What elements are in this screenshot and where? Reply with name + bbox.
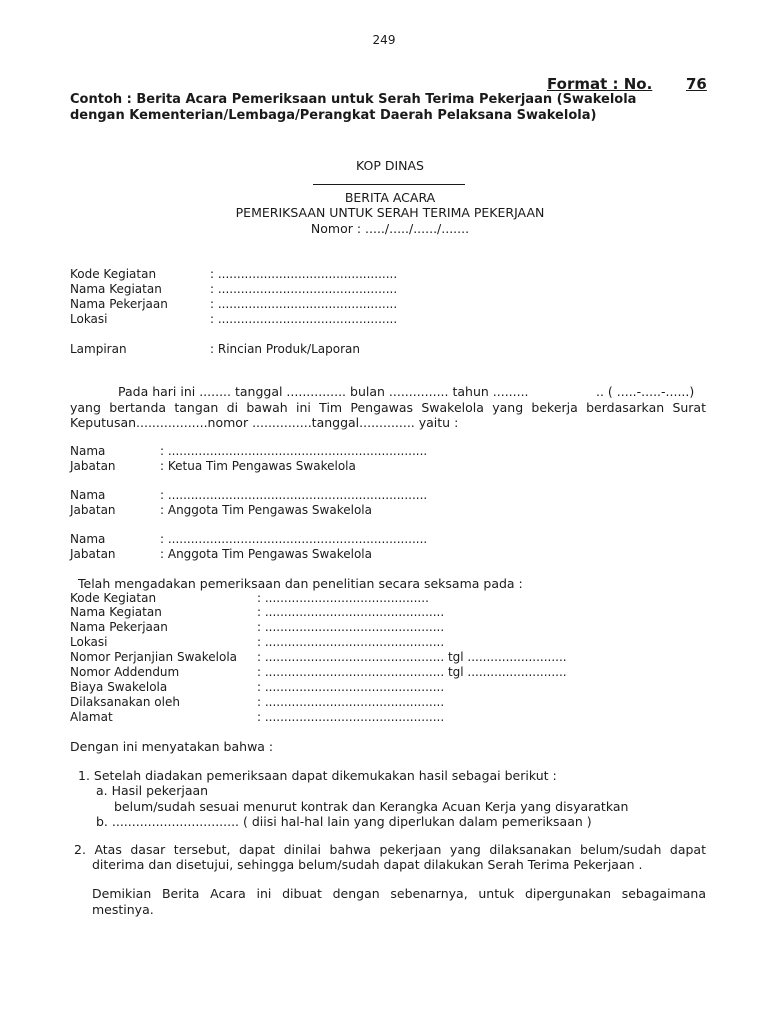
statement-item-1a-detail: belum/sudah sesuai menurut kontrak dan Kerangka Acuan Kerja yang disyaratkan bbox=[114, 799, 629, 814]
inspection-value: : ........................................... bbox=[257, 591, 429, 605]
inspection-label: Nama Kegiatan bbox=[70, 605, 162, 619]
intro-line-2: yang bertanda tangan di bawah ini Tim Pengawas Swakelola yang bekerja berdasarkan Surat bbox=[70, 400, 706, 415]
field-value: : ............................................... bbox=[210, 297, 398, 311]
format-number: 76 bbox=[686, 75, 707, 93]
intro-line-3: Keputusan..................nomor ...............tanggal.............. yaitu : bbox=[70, 415, 459, 430]
heading-pemeriksaan: PEMERIKSAAN UNTUK SERAH TERIMA PEKERJAAN bbox=[235, 205, 545, 220]
page-number: 249 bbox=[372, 33, 396, 47]
inspection-value: : ............................................... bbox=[257, 710, 445, 724]
document-title-line-2: dengan Kementerian/Lembaga/Perangkat Daerah Pelaksana Swakelola) bbox=[70, 108, 597, 123]
person-nama-label: Nama bbox=[70, 444, 106, 458]
field-label: Nama Pekerjaan bbox=[70, 297, 168, 311]
person-nama-value: : .................................................................... bbox=[160, 444, 428, 458]
field-value: : ............................................... bbox=[210, 267, 398, 281]
person-jabatan-value: : Anggota Tim Pengawas Swakelola bbox=[160, 547, 372, 561]
inspection-value: : ............................................... bbox=[257, 605, 445, 619]
person-jabatan-value: : Ketua Tim Pengawas Swakelola bbox=[160, 459, 356, 473]
inspection-label: Alamat bbox=[70, 710, 113, 724]
inspection-intro: Telah mengadakan pemeriksaan dan penelitian secara seksama pada : bbox=[78, 576, 523, 591]
person-nama-value: : .................................................................... bbox=[160, 488, 428, 502]
field-label: Kode Kegiatan bbox=[70, 267, 157, 281]
statement-item-1a: a. Hasil pekerjaan bbox=[96, 783, 209, 798]
person-nama-value: : .................................................................... bbox=[160, 532, 428, 546]
statement-item-2-line-1: 2. Atas dasar tersebut, dapat dinilai bahwa pekerjaan yang dilaksanakan belum/sudah dapat bbox=[74, 842, 706, 857]
person-jabatan-label: Jabatan bbox=[70, 503, 116, 517]
inspection-label: Kode Kegiatan bbox=[70, 591, 157, 605]
inspection-label: Dilaksanakan oleh bbox=[70, 695, 180, 709]
inspection-label: Lokasi bbox=[70, 635, 108, 649]
statement-item-1b: b. ................................ ( diisi hal-hal lain yang diperlukan dalam pemeriksaan ) bbox=[96, 814, 592, 829]
inspection-value: : ............................................... tgl .......................... bbox=[257, 650, 567, 664]
inspection-value: : ............................................... bbox=[257, 620, 445, 634]
inspection-value: : ............................................... bbox=[257, 635, 445, 649]
inspection-value: : ............................................... tgl .......................... bbox=[257, 665, 567, 679]
intro-line-1: Pada hari ini ........ tanggal ............... bulan ............... tahun ......... bbox=[118, 384, 529, 399]
lampiran-label: Lampiran bbox=[70, 342, 127, 356]
inspection-label: Biaya Swakelola bbox=[70, 680, 168, 694]
inspection-value: : ............................................... bbox=[257, 680, 445, 694]
lampiran-value: : Rincian Produk/Laporan bbox=[210, 342, 360, 356]
field-value: : ............................................... bbox=[210, 282, 398, 296]
kop-divider bbox=[313, 184, 465, 185]
statement-item-1: 1. Setelah diadakan pemeriksaan dapat dikemukakan hasil sebagai berikut : bbox=[78, 768, 557, 783]
nomor-line: Nomor : ...../...../....../....... bbox=[310, 221, 470, 236]
closing-line-2: mestinya. bbox=[92, 902, 154, 917]
field-value: : ............................................... bbox=[210, 312, 398, 326]
heading-berita-acara: BERITA ACARA bbox=[344, 190, 436, 205]
field-label: Nama Kegiatan bbox=[70, 282, 162, 296]
person-nama-label: Nama bbox=[70, 488, 106, 502]
person-jabatan-label: Jabatan bbox=[70, 547, 116, 561]
person-jabatan-label: Jabatan bbox=[70, 459, 116, 473]
inspection-label: Nomor Addendum bbox=[70, 665, 180, 679]
statement-item-2-line-2: diterima dan disetujui, sehingga belum/sudah dapat dilakukan Serah Terima Pekerjaan . bbox=[92, 857, 643, 872]
intro-date: .. ( .....-.....-......) bbox=[596, 384, 695, 399]
inspection-label: Nomor Perjanjian Swakelola bbox=[70, 650, 238, 664]
inspection-value: : ............................................... bbox=[257, 695, 445, 709]
person-jabatan-value: : Anggota Tim Pengawas Swakelola bbox=[160, 503, 372, 517]
kop-dinas: KOP DINAS bbox=[355, 158, 424, 173]
closing-line-1: Demikian Berita Acara ini dibuat dengan sebenarnya, untuk dipergunakan sebagaimana bbox=[92, 886, 706, 901]
format-label: Format : No. bbox=[547, 75, 653, 93]
inspection-label: Nama Pekerjaan bbox=[70, 620, 168, 634]
statement-intro: Dengan ini menyatakan bahwa : bbox=[70, 739, 274, 754]
field-label: Lokasi bbox=[70, 312, 108, 326]
document-title-line-1: Contoh : Berita Acara Pemeriksaan untuk Serah Terima Pekerjaan (Swakelola bbox=[70, 92, 637, 107]
person-nama-label: Nama bbox=[70, 532, 106, 546]
